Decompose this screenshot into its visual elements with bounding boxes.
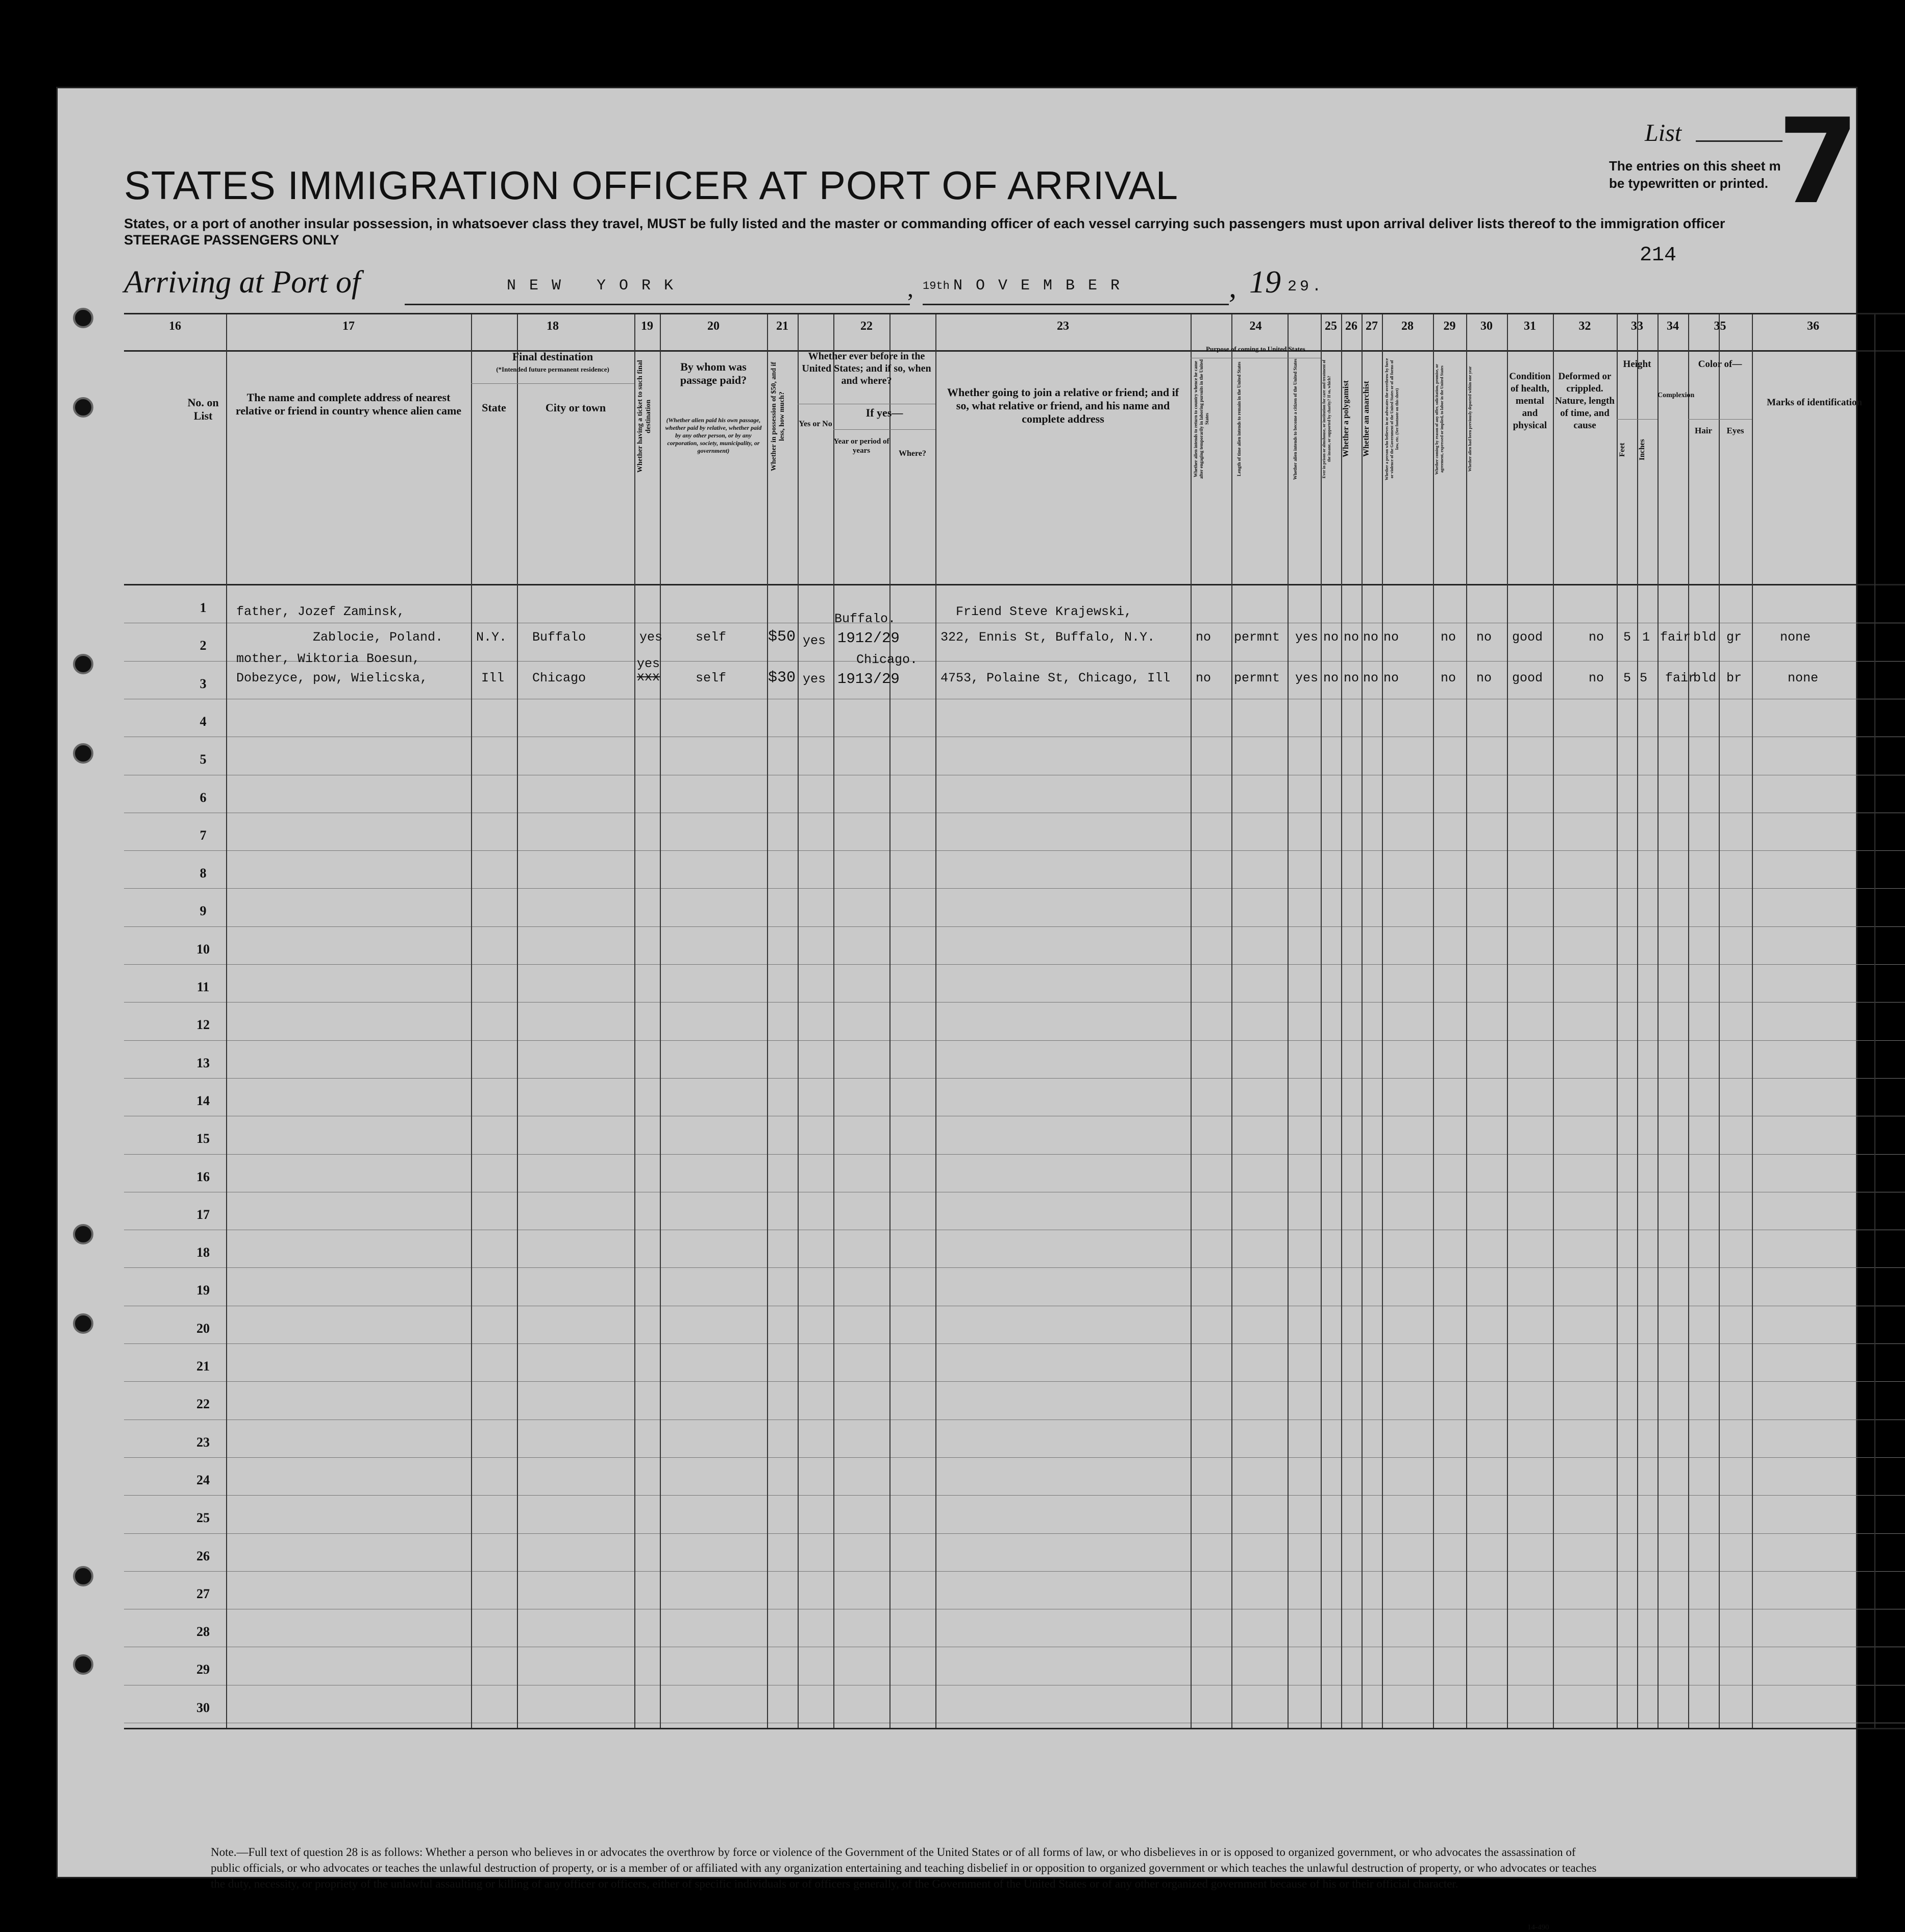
binder-hole	[73, 1224, 93, 1244]
grid-vline	[1874, 314, 1875, 1728]
binder-hole	[73, 1654, 93, 1675]
grid-vline	[1553, 314, 1554, 1728]
colnum-25: 25	[1325, 320, 1337, 333]
arriving-line	[124, 264, 360, 301]
c26-value: no	[1344, 671, 1359, 686]
header-year-period: Year or period of years	[833, 437, 889, 455]
colnum-19: 19	[641, 320, 653, 333]
header-if-yes: If yes—	[865, 406, 903, 419]
complexion-value: fair	[1660, 630, 1691, 645]
grid-vline	[1341, 314, 1342, 1728]
header-purpose-return: Whether alien intends to return to country whence he came after engaging temporarily in laboring pursuits in the United States	[1193, 359, 1209, 479]
feet-value: 5	[1623, 630, 1631, 645]
year-value: 1912/29	[837, 630, 900, 647]
grid-hline	[471, 383, 634, 384]
ticket-value: yes	[637, 656, 660, 671]
row-number: 25	[196, 1510, 210, 1525]
year-prefix: 19	[1249, 265, 1281, 300]
list-number: 7	[1777, 94, 1860, 230]
health-value: good	[1512, 671, 1543, 686]
purpose-length-value: permnt	[1234, 671, 1280, 686]
c28-value: no	[1383, 630, 1399, 645]
header-c25: Ever in prison or almshouse, or institution for care and treatment of the insane, or supported by charity? If so, which?	[1322, 360, 1331, 478]
header-where: Where?	[899, 449, 926, 458]
colnum-29: 29	[1443, 320, 1456, 333]
colnum-35: 35	[1714, 320, 1726, 333]
purpose-return-value: no	[1196, 671, 1211, 686]
purpose-length-value: permnt	[1234, 630, 1280, 645]
city-value: Chicago	[532, 671, 586, 686]
binder-hole	[73, 743, 93, 764]
grid-vline	[1719, 314, 1720, 1728]
instruction-line: States, or a port of another insular possession, in whatsoever class they travel, MUST be fully listed and the master or commanding officer of each vessel carrying such passengers must upon arrival deliver lists thereof to the immigration officer	[124, 216, 1725, 231]
health-value: good	[1512, 630, 1543, 645]
before-value: yes	[803, 633, 826, 648]
row-number: 11	[196, 980, 210, 994]
header-final-destination-note: (*Intended future permanent residence)	[496, 365, 609, 373]
header-passage-note: (Whether alien paid his own passage, whether paid by relative, whether paid by any other person, or by any corporation, society, municipality, or government)	[665, 417, 762, 454]
binder-hole	[73, 1313, 93, 1334]
document-title: STATES IMMIGRATION OFFICER AT PORT OF ARRIVAL	[124, 163, 1179, 208]
colnum-27: 27	[1366, 320, 1378, 333]
binder-hole	[73, 654, 93, 674]
row-number: 17	[196, 1207, 210, 1222]
port-value: NEW YORK	[507, 277, 687, 295]
paid-value: self	[696, 630, 727, 645]
header-purpose-length: Length of time alien intends to remain in the United States	[1236, 361, 1242, 477]
state-value: N.Y.	[476, 630, 507, 645]
form-number: 14-490	[1527, 1923, 1549, 1931]
c29-value: no	[1441, 630, 1456, 645]
c25-value: no	[1323, 630, 1339, 645]
row-number: 10	[196, 942, 210, 957]
header-purpose: Purpose of coming to United States	[1206, 345, 1305, 353]
grid-vline	[935, 314, 936, 1728]
row-number: 1	[200, 600, 207, 615]
c27-value: no	[1363, 671, 1379, 686]
grid-vline	[798, 314, 799, 1728]
row-number: 2	[200, 638, 207, 653]
binder-hole	[73, 308, 93, 328]
paid-value: self	[696, 671, 727, 686]
deformed-value: no	[1589, 630, 1604, 645]
colnum-24: 24	[1249, 320, 1262, 333]
row-number: 6	[200, 790, 207, 805]
grid-vline	[1321, 314, 1322, 1728]
grid-vline	[1191, 314, 1192, 1728]
month-value: NOVEMBER	[953, 277, 1133, 295]
year-value: 1913/29	[837, 671, 900, 688]
colnum-36: 36	[1807, 320, 1819, 333]
typewritten-note: The entries on this sheet m be typewritten or printed.	[1609, 158, 1781, 191]
colnum-18: 18	[547, 320, 559, 333]
deformed-value: no	[1589, 671, 1604, 686]
row-number: 4	[200, 714, 207, 729]
colnum-17: 17	[342, 320, 355, 333]
row-number: 19	[196, 1283, 210, 1298]
colnum-30: 30	[1480, 320, 1493, 333]
header-money: Whether in possession of $50, and if less, how much?	[770, 361, 786, 472]
grid-vline	[1752, 314, 1753, 1728]
grid-vline	[1362, 314, 1363, 1728]
header-ticket: Whether having a ticket to such final destination	[636, 360, 652, 473]
state-value: Ill	[481, 671, 505, 686]
header-final-destination: Final destination	[512, 350, 593, 363]
row-number: 26	[196, 1549, 210, 1563]
header-state: State	[482, 401, 506, 414]
grid-vline	[1466, 314, 1467, 1728]
colnum-22: 22	[860, 320, 873, 333]
header-health: Condition of health, mental and physical	[1509, 371, 1551, 431]
header-c27: Whether an anarchist	[1362, 381, 1371, 457]
colnum-21: 21	[776, 320, 788, 333]
row-number: 16	[196, 1169, 210, 1184]
header-deformed: Deformed or crippled. Nature, length of time, and cause	[1555, 371, 1615, 431]
ticket-value: yes	[639, 630, 663, 645]
row-number: 13	[196, 1056, 210, 1070]
grid-vline	[471, 314, 472, 1728]
eyes-value: br	[1726, 671, 1742, 686]
money-value: $30	[768, 669, 796, 687]
header-yes-no: Yes or No	[799, 420, 832, 428]
row-number: 20	[196, 1321, 210, 1336]
row-number: 24	[196, 1473, 210, 1487]
grid-hline	[1617, 419, 1657, 420]
grid-hline	[833, 429, 935, 430]
row-number: 12	[196, 1017, 210, 1032]
grid-vline	[1433, 314, 1434, 1728]
row-number: 9	[200, 903, 207, 918]
list-label: List	[1645, 119, 1682, 146]
grid-vline	[1507, 314, 1508, 1728]
header-no-on-list: No. on List	[187, 396, 219, 422]
header-hair: Hair	[1695, 426, 1712, 435]
ticket-extra-value: xxx	[637, 670, 660, 684]
grid-vline	[1637, 314, 1638, 1728]
purpose-citizen-value: yes	[1295, 630, 1319, 645]
header-purpose-citizen: Whether alien intends to become a citizen of the United States	[1293, 358, 1298, 480]
join-line-2: 4753, Polaine St, Chicago, Ill	[941, 671, 1171, 686]
header-marks: Marks of identification	[1767, 397, 1862, 408]
purpose-citizen-value: yes	[1295, 671, 1319, 686]
header-before-us: Whether ever before in the United States; and if so, when and where?	[802, 351, 931, 386]
relative-line-1: mother, Wiktoria Boesun,	[236, 651, 420, 666]
row-number: 5	[200, 752, 207, 767]
marks-value: none	[1788, 671, 1819, 686]
grid-vline	[1688, 314, 1689, 1728]
eyes-value: gr	[1726, 630, 1742, 645]
grid-vline	[1617, 314, 1618, 1728]
row-number: 29	[196, 1662, 210, 1677]
feet-value: 5	[1623, 671, 1631, 686]
where-value: Buffalo.	[834, 612, 896, 626]
sheet-stamp-number: 214	[1640, 244, 1677, 267]
header-color-of: Color of—	[1698, 359, 1742, 370]
c30-value: no	[1476, 671, 1492, 686]
header-eyes: Eyes	[1726, 426, 1744, 435]
header-passage-paid: By whom was passage paid?	[680, 360, 747, 386]
year-suffix: 29.	[1288, 278, 1325, 296]
row-number: 18	[196, 1245, 210, 1260]
colnum-26: 26	[1345, 320, 1357, 333]
c29-value: no	[1441, 671, 1456, 686]
colnum-31: 31	[1524, 320, 1536, 333]
grid-vline	[660, 314, 661, 1728]
manifest-table	[124, 313, 1905, 1788]
day-value: 19th	[923, 280, 950, 292]
c30-value: no	[1476, 630, 1492, 645]
header-inches: Inches	[1638, 439, 1646, 460]
row-number: 30	[196, 1700, 210, 1715]
header-c28: Whether a person who believes in or advocates the overthrow by force or violence of the Government of the United States or of all forms of law, etc. (See footnote on this sheet)	[1384, 358, 1399, 480]
row-number: 7	[200, 828, 207, 843]
colnum-20: 20	[707, 320, 720, 333]
c28-value: no	[1383, 671, 1399, 686]
grid-vline	[889, 314, 890, 1728]
header-height: Height	[1623, 359, 1651, 370]
join-line-2: 322, Ennis St, Buffalo, N.Y.	[941, 630, 1155, 645]
grid-vline	[517, 314, 518, 1728]
where-value: Chicago.	[856, 652, 918, 667]
header-feet: Feet	[1618, 443, 1626, 457]
grid-vline	[1231, 314, 1232, 1728]
hair-value: bld	[1693, 630, 1717, 645]
row-number: 8	[200, 866, 207, 881]
row-number: 22	[196, 1397, 210, 1411]
colnum-34: 34	[1667, 320, 1679, 333]
relative-line-2: Dobezyce, pow, Wielicska,	[236, 671, 428, 686]
grid-vline	[1382, 314, 1383, 1728]
money-value: $50	[768, 628, 796, 646]
arriving-label: Arriving at Port of	[124, 265, 361, 300]
header-complexion: Complexion	[1657, 392, 1695, 399]
row-number: 28	[196, 1624, 210, 1639]
colnum-16: 16	[169, 320, 181, 333]
grid-vline	[767, 314, 768, 1728]
footnote: Note.—Full text of question 28 is as follows: Whether a person who believes in or advocates the overthrow by force or violence of the Government of the United States or of all forms of law, or who disbelieves in or is opposed to organized government, or who advocates the assassination of public officials, or who advocates or teaches the unlawful destruction of property, or is a member of or affiliated with any organization entertaining and teaching disbelief in or opposition to organized government or which teaches the unlawful destruction of property, or who advocates or teaches the duty, necessity, or propriety of the unlawful assaulting or killing of any officer or officers, either of specific individuals or of officers generally, of the Government of the United States or of any other organized government because of his or their official character.	[211, 1846, 1597, 1890]
relative-line-1: father, Jozef Zaminsk,	[236, 604, 405, 619]
row-number: 14	[196, 1093, 210, 1108]
header-c29: Whether coming by reason of any offer, solicitation, promise, or agreement, expressed or implied, to labor in the United States	[1434, 363, 1444, 475]
row-number: 27	[196, 1586, 210, 1601]
header-c26: Whether a polygamist	[1342, 380, 1350, 458]
colnum-32: 32	[1578, 320, 1591, 333]
manifest-sheet: STATES IMMIGRATION OFFICER AT PORT OF ARRIVAL States, or a port of another insular possession, in whatsoever class they travel, MUST be fully listed and the master or commanding officer of each vessel carrying such passengers must upon arrival deliver lists thereof to the immigration officer STEERAGE PASSENGERS ONLY Arriving at Port of NEW YORK , 19th NOVEMBER , 19 29. List 7 The entries on this sheet m be typewritten or printed. 214 16 17 18 19 20 21 22 23 24 25 26 27 28 29 30 31 32 33 34 35 36 No. on List The name and complete address of nearest relative or friend in country whence alien came Final destination (*Intended future permanent residence) State City or town Whether having a ticket to such final destination By whom was passage paid? (Whether alien paid his own passage, whether paid by relative, whether paid by any other person, or by any corporation, society, municipality, or government) Whether in possession of $50, and if less, how much? Whether ever before in the United States; and if so, when and where? Yes or No If yes— Year or period of years Where? Whether going to join a relative or friend; and if so, what relative or friend, and his name and complete address Purpose of coming to United States Whether alien intends to return to country whence he came after engaging temporarily in laboring pursuits in the United States Length of time alien intends to remain in the United States Whether alien intends to become a citizen of the United States Ever in prison or almshouse, or institution for care and treatment of the insane, or supported by charity? If so, which? Whether a polygamist Whether an anarchist Whether a person who believes in or advocates the overthrow by force or violence of the Government of the United States or of all forms of law, etc. (See footnote on this sheet) Whether coming by reason of any offer, solicitation, promise, or agreement, expressed or implied, to labor in the United States Whether alien had been previously deported within one year Condition of health, mental and physical Deformed or crippled. Nature, length of time, and cause Height Feet Inches Complexion Color of— Hair Eyes Marks of identification 1 2 3 4 5 6 7 8 9 10 11 12 13 14 15 16 17 18 19 20 21 22 23 24 25 26 27 28 29 30 father, Jozef Zaminsk, Zablocie, Poland. N.Y. Buffalo yes self $50 yes 1912/29 Buffalo. Friend Steve Krajewski, 322, Ennis St, Buffalo, N.Y. no permnt yes no no no no no no good no 5 1 fair bld gr none mother, Wiktoria Boesun, Dobezyce, pow, Wielicska, Ill Chicago yes xxx self $30 yes 1913/29 Chicago. 4753, Polaine St, Chicago, Ill no permnt yes no no no no no no good no 5 5 fair bld br none Note.—Full text of question 28 is as follows: Whether a person who believes in or advocates the overthrow by force or violence of the Government of the United States or of all forms of law, or who disbelieves in or is opposed to organized government, or who advocates the assassination of public officials, or who advocates or teaches the unlawful destruction of property, or is a member of or affiliated with any organization entertaining and teaching disbelief in or opposition to organized government or which teaches the unlawful destruction of property, or who advocates or teaches the duty, necessity, or propriety of the unlawful assaulting or killing of any officer or officers, either of specific individuals or of officers generally, of the Government of the United States or of any other organized government because of his or their official character. 14-490	[56, 87, 1858, 1878]
inches-value: 1	[1642, 630, 1650, 645]
c27-value: no	[1363, 630, 1379, 645]
header-join-relative: Whether going to join a relative or friend; and if so, what relative or friend, and his name and complete address	[947, 386, 1179, 425]
grid-vline	[833, 314, 834, 1728]
row-number: 3	[200, 676, 207, 691]
header-c30: Whether alien had been previously deported within one year	[1468, 366, 1472, 472]
grid-vline	[634, 314, 635, 1728]
header-nearest-relative: The name and complete address of nearest relative or friend in country whence alien came	[235, 391, 462, 417]
relative-line-2: Zablocie, Poland.	[313, 630, 443, 645]
colnum-33: 33	[1631, 320, 1643, 333]
inches-value: 5	[1640, 671, 1648, 686]
c25-value: no	[1323, 671, 1339, 686]
row-number: 15	[196, 1131, 210, 1146]
city-value: Buffalo	[532, 630, 586, 645]
binder-hole	[73, 1566, 93, 1586]
complexion-value: fair	[1665, 671, 1696, 686]
row-number: 23	[196, 1435, 210, 1450]
grid-vline	[226, 314, 227, 1728]
header-city: City or town	[545, 401, 606, 414]
grid-hline	[124, 1728, 1905, 1729]
grid-vline	[1288, 314, 1289, 1728]
colnum-28: 28	[1401, 320, 1414, 333]
binder-hole	[73, 397, 93, 418]
passenger-class-line: STEERAGE PASSENGERS ONLY	[124, 232, 339, 248]
purpose-return-value: no	[1196, 630, 1211, 645]
grid-hline	[1688, 419, 1752, 420]
before-value: yes	[803, 672, 826, 687]
colnum-23: 23	[1057, 320, 1069, 333]
join-line-1: Friend Steve Krajewski,	[956, 604, 1132, 619]
c26-value: no	[1344, 630, 1359, 645]
grid-vline	[1657, 314, 1659, 1728]
row-number: 21	[196, 1359, 210, 1374]
hair-value: bld	[1693, 671, 1717, 686]
marks-value: none	[1780, 630, 1811, 645]
